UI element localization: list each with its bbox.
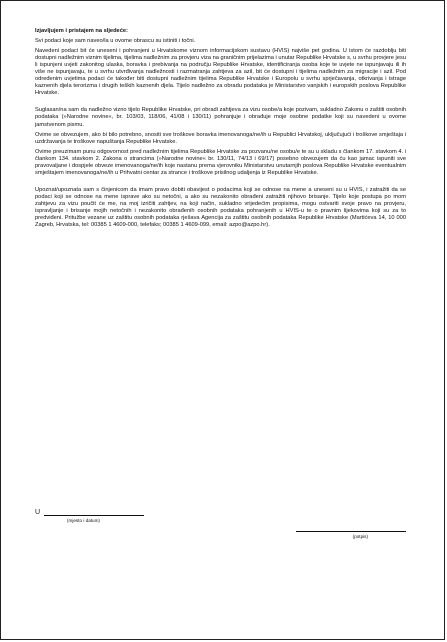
paragraph-responsibility: Ovime preuzimam punu odgovornost pred nadležnim tijelima Republike Hrvatske za pozvanu/ne osobu/e te su u skladu s člankom 17. stavkom 4. i člankom 134. stavkom 2. Zakona o strancima (»Narodne novine« br. 130/11, 74/13 i 69/17) posebno obvezujem da ću kao jamac ispuniti sve pravovaljane i dospjele obveze imenovanoga/ne/ih koje nastanu prema vjerovniku Ministarstvu unutarnjih poslova Republike Hrvatske eventualnim smještajem imenovanoga/ne/ih u Prihvatni centar za strance i troškove prisilnog udaljenja iz Republike Hrvatske. [35,148,406,176]
document-body [35,28,406,229]
paragraph-costs: Ovime se obvezujem, ako bi bilo potrebno, snositi sve troškove boravka imenovanoga/ne/ih u Republici Hrvatskoj, uključujući i troškove smještaja i uzdržavanja te troškove napuštanja Republike Hrvatske. [35,131,406,145]
paragraph-truthfulness: Svi podaci koje sam naveo/la u ovome obrascu su istiniti i točni. [35,38,196,45]
place-date-line[interactable] [44,509,144,516]
signature-line[interactable] [296,525,406,532]
place-date-row [35,509,144,516]
paragraph-rights: Upoznat/upoznata sam s činjenicom da imam pravo dobiti obavijest o podacima koji se odnose na mene a uneseni su u HVIS, i zatražiti da se podaci koji se odnose na mene isprave ako su netočni, a ako su nezakonito obrađeni zatražiti njihovo brisanje. Tijelo koje postupa po mom zahtjevu za vizu poučit će me, na moj izričiti zahtjev, na koji način, sukladno vrijedećim propisima, mogu ostvariti svoje pravo na provjeru, ispravljanje i brisanje mojih netočnih i nezakonito obrađenih osobnih podataka pohranjenih u HVIS-u te o pravnim lijekovima koji su za to predviđeni. Pritužbe vezane uz zaštitu osobnih podataka rješava Agencija za zaštitu osobnih podataka Republike Hrvatske (Martićeva 14, 10 000 Zagreb, Hrvatska, tel: 00385 1 4609-000, telefaks; 00385 1 4609-099, email: azpo@azpo.hr). [35,186,406,229]
paragraph-consent: Suglasan/na sam da nadležno vizno tijelo Republike Hrvatske, pri obradi zahtjeva za vizu osobe/a koje pozivam, sukladno Zakonu o zaštiti osobnih podataka (»Narodne novine«, br. 103/03, 118/06, 41/08 i 130/11) pohranjuje i obrađuje moje osobne podatke koji su navedeni u ovome jamstvenom pismu. [35,107,406,128]
paragraph-hvis-storage: Navedeni podaci bit će uneseni i pohranjeni u Hrvatskome viznom informacijskom sustavu (HVIS) najviše pet godina. U istom će razdoblju biti dostupni nadležnim viznim tijelima, tijelima nadležnim za provjeru viza na graničnim prijelazima i unutar Republike Hrvatske s, u svrhu provjere jesu li ispunjeni uvjeti zakonitog ulaska, boravka i prebivanja na području Republike Hrvatske, identificiranja osoba koje te uvjete ne ispunjavaju ili ih više ne ispunjavaju, te u svrhu utvrđivanja nadležnosti i razmatranja zahtjeva za azil, bit će dostupni i tijelima nadležnim za migracije i azil. Pod određenim uvjetima podaci će također biti dostupni nadležnim tijelima Republike Hrvatske i Europolu u svrhu sprječavanja, otkrivanja i istrage kaznenih djela terorizma i drugih teških kaznenih djela. Tijelo nadležno za obradu podataka je Ministarstvo vanjskih i europskih poslova Republike Hrvatske. [35,48,406,97]
signature-label: (potpis) [352,534,368,539]
declaration-heading: Izjavljujem i pristajem na sljedeće: [35,28,128,34]
place-date-label: (mjesto i datum) [67,518,100,523]
place-prefix: U [35,509,41,516]
